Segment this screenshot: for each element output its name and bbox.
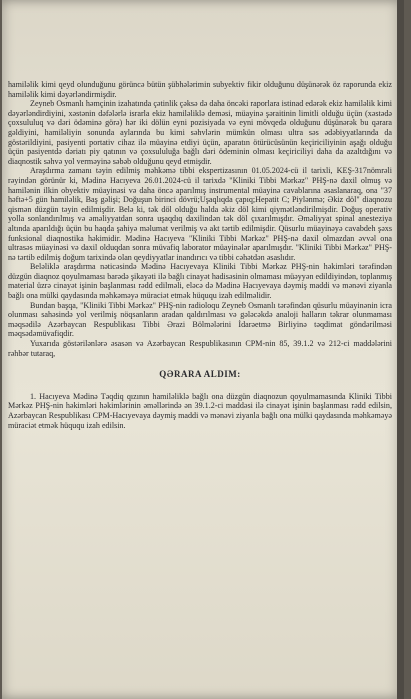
decision-item-1: 1. Hacıyeva Mədinə Təqdiq qızının hamiləliklə bağlı ona düzgün diaqnozun qoyulmamasında Kliniki Tibbi Mərkəz PHŞ-nin həkimləri həkimlərinin əməllərində ən 39.1.2-ci maddəsi ilə cinayət işinin başlanması rədd edilsin, Azərbaycan Respublikası CPM-Hacıyevaya dəymiş maddi və mənəvi ziyanla bağlı ona mülki qaydasında məhkəməyə müraciət etmək hüququ izah edilsin. [8, 391, 392, 430]
paragraph-4: Beləliklə araşdırma nəticəsində Mədinə Hacıyevaya Kliniki Tibbi Mərkəz PHŞ-nin həkimləri tərəfindən düzgün diaqnoz qoyulmaması barədə şikayəti ilə bağlı cinayət hadisəsinin olmaması müəyyən edildiyindən, toplanmış material üzrə cinayət işinin başlanması rədd edilməli, eləcə də Mədinə Hacıyevaya dəymiş maddi və mənəvi ziyanla bağlı ona mülki qaydasında məhkəməyə müraciət etmək hüququ izah edilməlidir. [8, 262, 392, 301]
paragraph-6: Yuxarıda göstərilənlərə əsasən və Azərbaycan Respublikasının CPM-nin 85, 39.1.2 və 212-ci maddələrini rəhbər tutaraq, [8, 339, 392, 358]
paragraph-3: Araşdırma zamanı təyin edilmiş məhkəmə tibbi ekspertizasının 01.05.2024-cü il tarixli, KEŞ-317nömrəli rəyindən görünür ki, Mədinə Hacıyeva 26.01.2024-cü il tarixdə "Kliniki Tibbi Mərkəz" PHŞ-nə daxil olmuş və hamilənin ilkin obyektiv müayinəsi və daha öncə aparılmış instrumental müayinə cavablarına əsaslanaraq, ona "37 həftə+5 gün hamiləlik, Baş gəlişi; Doğuşun birinci dövrü;Uşaqlıqda çapıq;Hepatit C; Piylənmə; Əkiz döl" diaqnozu qismən düzgün təyin edilmişdir. Belə ki, tək döl olduğu halda əkiz döl kimi qiymətləndirilmişdir. Doğuş operativ yolla sonlandırılmış və əməliyyatdan sonra uşaqdıq daxilindən tək döl çıxarılmışdır. Əməliyyat spinal anesteziya altında aparıldığı üçün bu haqda şahiyə məlumat verilmiş və akt tərtib edilmişdir. Qüsurlu müayinəyə cavabdeh şəxs funksional diaqnostika həkimidir. Mədinə Hacıyeva "Kliniki Tibbi Mərkəz" PHŞ-nə daxil olmazdan əvvəl ona ultrasəs müayinəsi və daxil olduqdan sonra müvafiq laborator müayinələr aparılmışdır. "Kliniki Tibbi Mərkəz" PHŞ-nə tərtib edilmiş doğum tarixində olan qeydiyyatlar inandırıcı və tibbi cəhətdən əsaslıdır. [8, 166, 392, 262]
document-page [2, 0, 404, 699]
decision-heading: QƏRARA ALDIM: [159, 369, 241, 380]
document-body [8, 80, 392, 430]
paragraph-1: hamiləlik kimi qeyd olunduğunu görüncə bütün şübhələrimin subyektiv fikir olduğunu düşünərək öz raporunda ekiz hamiləlik kimi dəyərləndirmişdir. [8, 80, 392, 99]
paragraph-5: Bundan başqa, "Kliniki Tibbi Mərkəz" PHŞ-nin radioloqu Zeyneb Osmanlı tərəfindən qüsurlu müayinənin icra olunması sahəsində yol verilmiş nöqsanların aradan qaldırılması və gələcəkdə analoji halların təkrar olunmaması məqsədilə Azərbaycan Respublikası Tibbi Ərazi Bölmələrini İdarəetmə Birliyinə təqdimat göndərilməsi məqsədəmüvafiqdir. [8, 300, 392, 339]
page-edge-shadow [397, 0, 404, 699]
paragraph-2: Zeyneb Osmanlı həmçinin izahatında çətinlik çəksə də daha öncəki raporlara istinad edərək ekiz hamiləlik kimi dəyərləndirdiyini, xəstənin dəfələrlə israrla ekiz hamiləliklə deməsi, müayinə şəraitinin limitli olduğu üçün (xəstədə çoxsululuq və dəri ödəminə görə) hər iki dölün eyni pozisiyada və eyni mövqedə olduğunu düşünərək bu qərara gəldiyini, hamiləliyin sonunda aylarında bu kimi səhvlərin mümkün olması ultra səs ədəbiyyatlarında da göstərildiyini, pasiyenti portativ cihaz ilə müayinə etdiyi üçün, aparatın ötürücüsünün keçiriciliyinin aşağı olduğu üçün pasiyentdə dəriatı piy qatının və çoxsululuğa bağlı dəri ödeminin olması keçiriciliyi daha da azaltdığını və diaqnostik səhvə yol verməyinə səbəb olduğunu qeyd etmişdir. [8, 99, 392, 166]
